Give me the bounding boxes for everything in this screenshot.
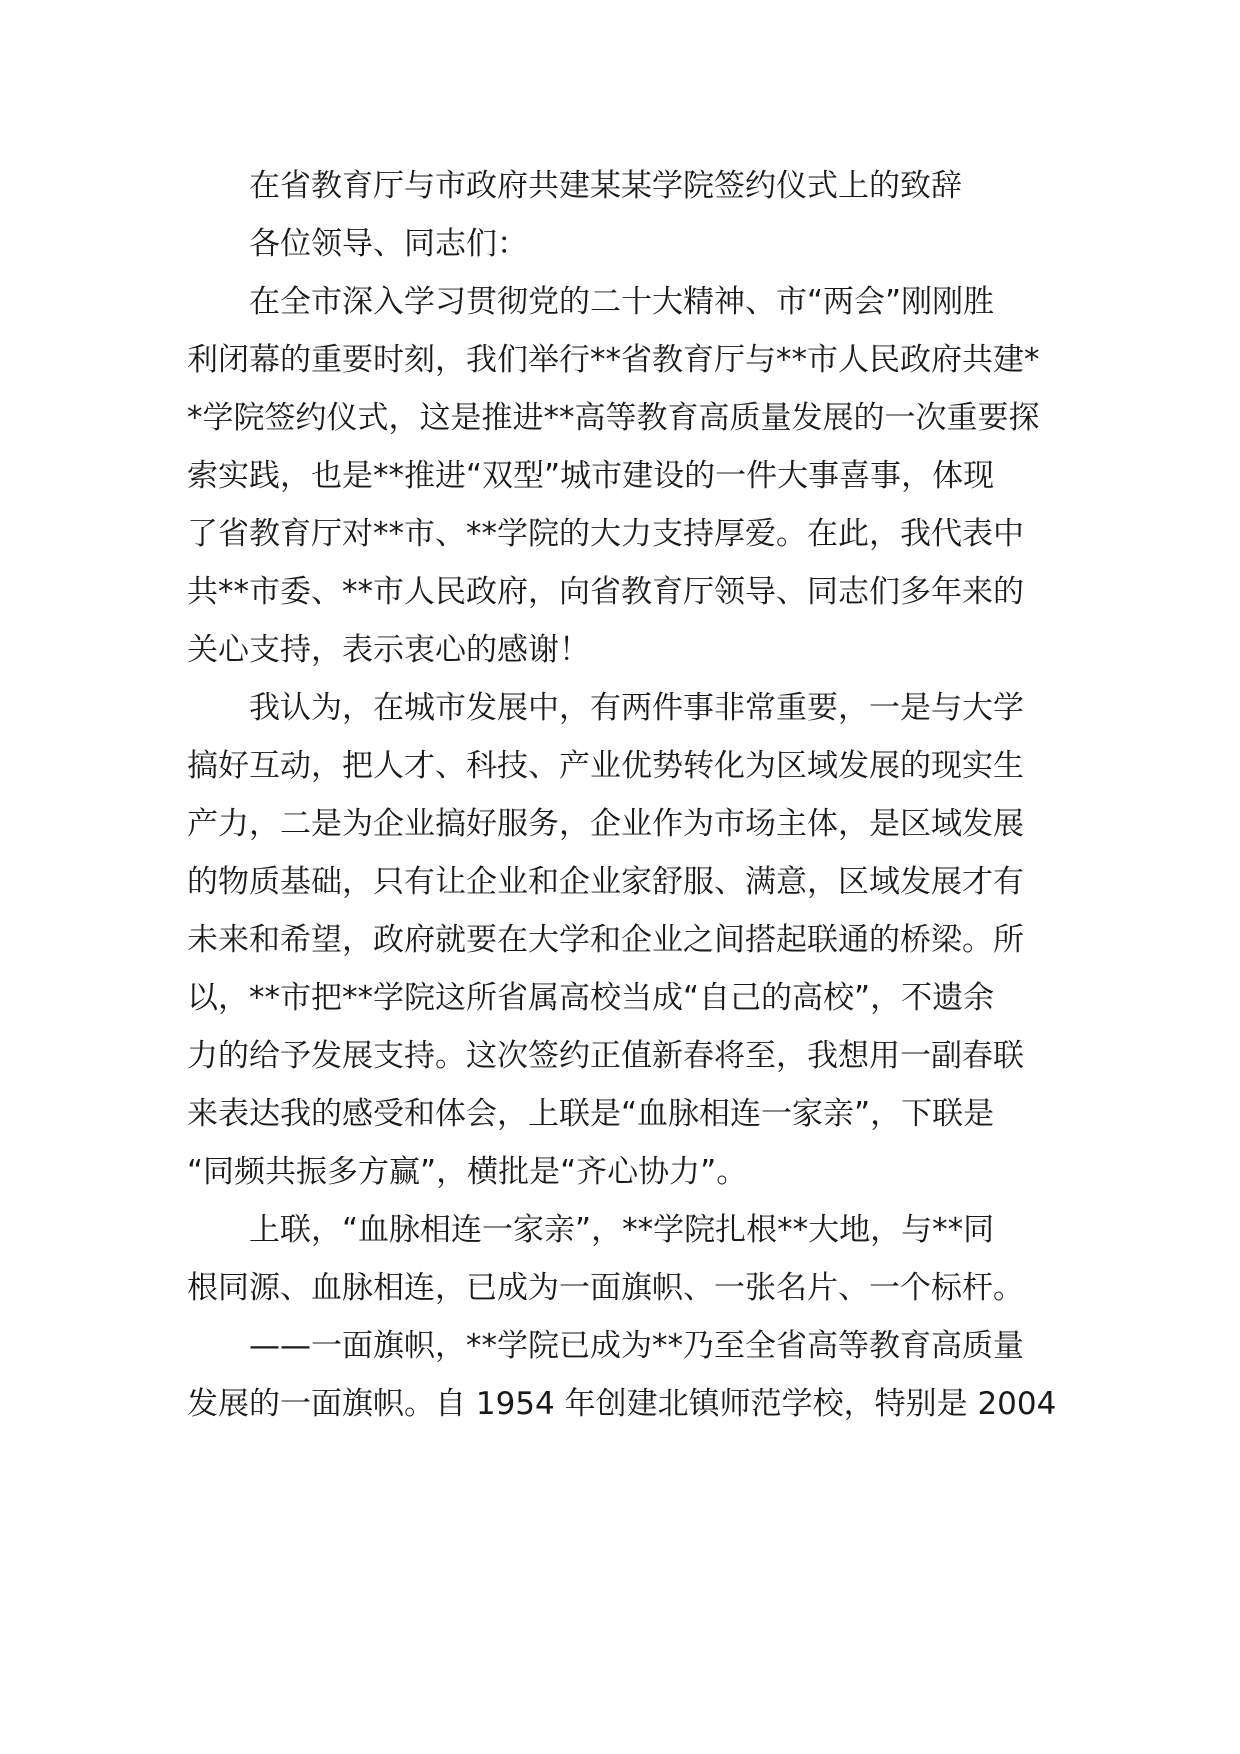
- paragraph-line: 上联，“血脉相连一家亲”，**学院扎根**大地，与**同: [249, 1212, 995, 1248]
- paragraph-line: 发展的一面旗帜。自 1954 年创建北镇师范学校，特别是 2004: [187, 1386, 1057, 1422]
- paragraph-line: 的物质基础，只有让企业和企业家舒服、满意，区域发展才有: [187, 864, 1024, 900]
- paragraph-line: “同频共振多方赢”，横批是“齐心协力”。: [187, 1154, 748, 1190]
- paragraph-line: 关心支持，表示衷心的感谢！: [187, 632, 590, 668]
- paragraph-line: 来表达我的感受和体会，上联是“血脉相连一家亲”，下联是: [187, 1096, 995, 1132]
- paragraph-line: 搞好互动，把人才、科技、产业优势转化为区域发展的现实生: [187, 748, 1024, 784]
- paragraph-line: 力的给予发展支持。这次签约正值新春将至，我想用一副春联: [187, 1038, 1024, 1074]
- paragraph-line: 产力，二是为企业搞好服务，企业作为市场主体，是区域发展: [187, 806, 1024, 842]
- paragraph-line: 根同源、血脉相连，已成为一面旗帜、一张名片、一个标杆。: [187, 1270, 1024, 1306]
- document-title: 在省教育厅与市政府共建某某学院签约仪式上的致辞: [249, 168, 962, 204]
- paragraph-line: 以，**市把**学院这所省属高校当成“自己的高校”，不遗余: [187, 980, 995, 1016]
- paragraph-line: ——一面旗帜，**学院已成为**乃至全省高等教育高质量: [249, 1328, 1024, 1364]
- paragraph-line: 利闭幕的重要时刻，我们举行**省教育厅与**市人民政府共建*: [187, 342, 1040, 378]
- paragraph-line: 了省教育厅对**市、**学院的大力支持厚爱。在此，我代表中: [187, 516, 1024, 552]
- salutation: 各位领导、同志们：: [249, 226, 528, 262]
- paragraph-line: 在全市深入学习贯彻党的二十大精神、市“两会”刚刚胜: [249, 284, 995, 320]
- paragraph-line: 索实践，也是**推进“双型”城市建设的一件大事喜事，体现: [187, 458, 995, 494]
- paragraph-line: *学院签约仪式，这是推进**高等教育高质量发展的一次重要探: [187, 400, 1040, 436]
- paragraph-line: 共**市委、**市人民政府，向省教育厅领导、同志们多年来的: [187, 574, 1024, 610]
- paragraph-line: 我认为，在城市发展中，有两件事非常重要，一是与大学: [249, 690, 1024, 726]
- paragraph-line: 未来和希望，政府就要在大学和企业之间搭起联通的桥梁。所: [187, 922, 1024, 958]
